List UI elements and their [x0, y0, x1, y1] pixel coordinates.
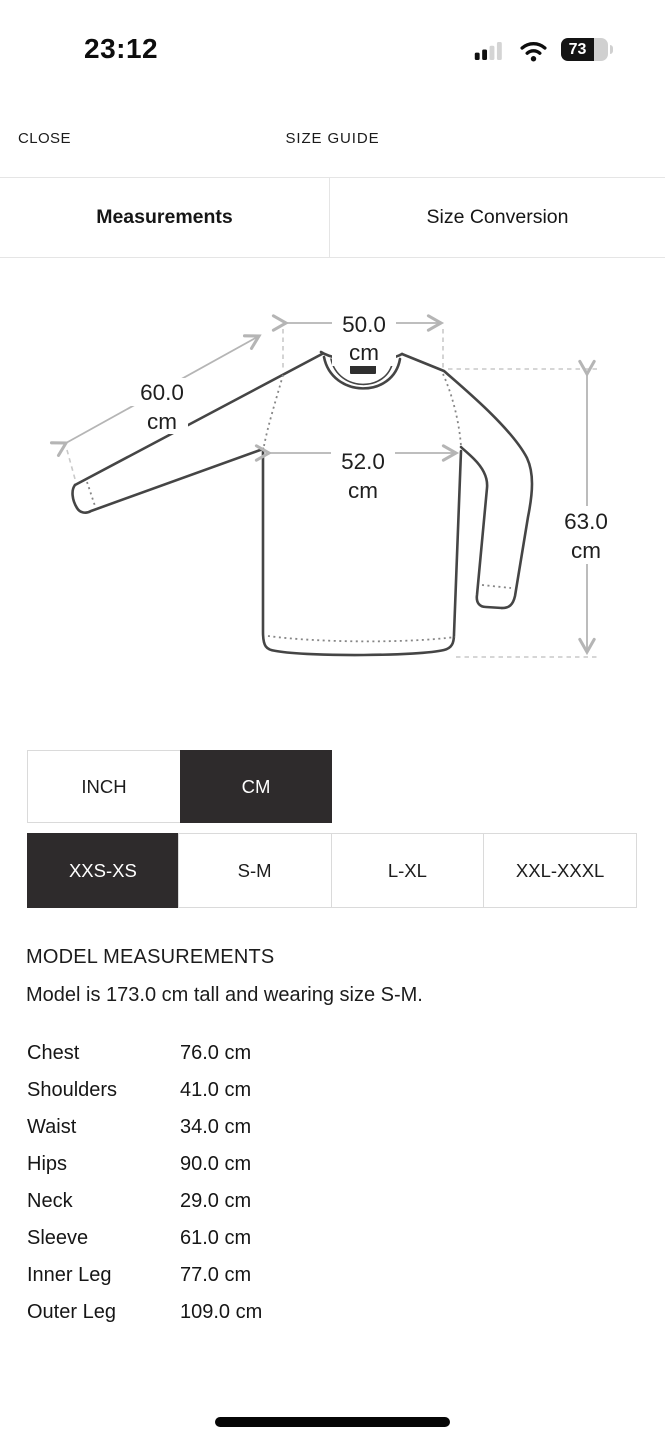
table-row	[27, 1220, 627, 1257]
tab-measurements[interactable]: Measurements	[0, 178, 330, 257]
row-value: 109.0 cm	[180, 1301, 263, 1323]
battery-empty-part	[594, 38, 608, 61]
measure-arrows	[66, 323, 587, 652]
body-length-unit: cm	[571, 538, 601, 563]
table-row	[27, 1072, 627, 1109]
table-row	[27, 1294, 627, 1331]
battery-cap	[610, 45, 613, 54]
size-tab-l-xl[interactable]: L-XL	[331, 833, 485, 908]
row-label: Sleeve	[27, 1227, 89, 1249]
row-value: 29.0 cm	[180, 1190, 252, 1212]
row-value: 41.0 cm	[180, 1079, 252, 1101]
home-indicator[interactable]	[215, 1417, 450, 1427]
sleeve-length-unit: cm	[147, 409, 177, 434]
row-label: Neck	[27, 1190, 73, 1212]
page-title: SIZE GUIDE	[285, 130, 380, 147]
body-length-value: 63.0	[564, 509, 608, 534]
size-tab-xxs-xs[interactable]: XXS-XS	[27, 833, 179, 908]
row-label: Hips	[27, 1153, 68, 1175]
row-value: 90.0 cm	[180, 1153, 252, 1175]
battery-percent: 73	[561, 38, 594, 61]
status-time: 23:12	[84, 33, 159, 64]
row-label: Inner Leg	[27, 1264, 112, 1286]
measurements-table	[27, 1035, 627, 1331]
row-value: 77.0 cm	[180, 1264, 252, 1286]
row-label: Shoulders	[27, 1079, 118, 1101]
table-row	[27, 1035, 627, 1072]
row-label: Chest	[27, 1042, 80, 1064]
size-selector	[27, 833, 637, 908]
row-label: Waist	[27, 1116, 77, 1138]
chest-width-value: 52.0	[341, 449, 385, 474]
battery-icon	[561, 38, 608, 61]
row-value: 34.0 cm	[180, 1116, 252, 1138]
table-row	[27, 1146, 627, 1183]
garment-diagram	[0, 295, 665, 695]
cellular-signal-icon	[474, 41, 503, 60]
row-value: 61.0 cm	[180, 1227, 252, 1249]
table-row	[27, 1109, 627, 1146]
size-tab-xxl-xxxl[interactable]: XXL-XXXL	[483, 833, 637, 908]
unit-inch-button[interactable]: INCH	[27, 750, 181, 823]
model-description: Model is 173.0 cm tall and wearing size S-M.	[26, 984, 423, 1006]
shoulder-width-unit: cm	[349, 340, 379, 365]
model-measurements-heading: MODEL MEASUREMENTS	[26, 946, 275, 968]
wifi-icon	[518, 40, 549, 62]
chest-width-unit: cm	[348, 478, 378, 503]
unit-toggle	[27, 750, 332, 823]
close-button[interactable]: CLOSE	[18, 130, 71, 147]
row-value: 76.0 cm	[180, 1042, 252, 1064]
table-row	[27, 1257, 627, 1294]
sleeve-length-value: 60.0	[140, 380, 184, 405]
shoulder-width-value: 50.0	[342, 312, 386, 337]
tab-size-conversion[interactable]: Size Conversion	[426, 206, 569, 228]
unit-cm-button[interactable]: CM	[180, 750, 332, 823]
tab-bar	[0, 177, 665, 258]
size-tab-s-m[interactable]: S-M	[178, 833, 332, 908]
measure-labels	[140, 312, 608, 563]
table-row	[27, 1183, 627, 1220]
row-label: Outer Leg	[27, 1301, 116, 1323]
